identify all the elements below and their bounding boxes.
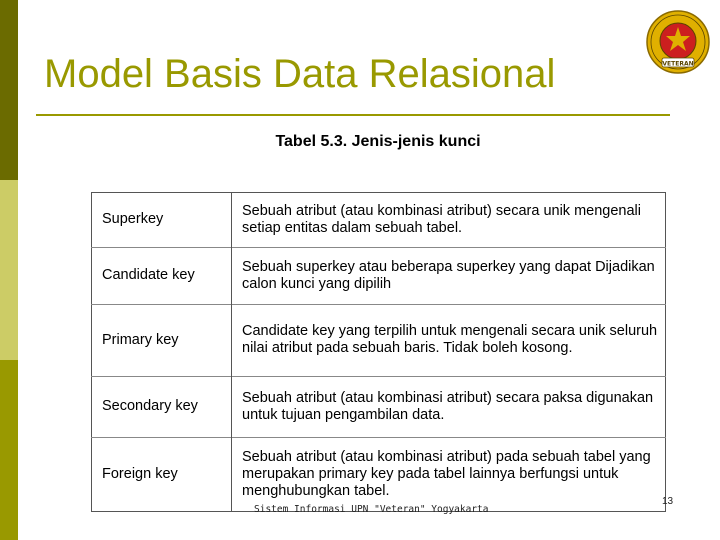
sidebar-decoration [0,0,18,540]
key-term: Candidate key [92,248,232,305]
slide-title: Model Basis Data Relasional [44,52,556,96]
sidebar-band-top [0,0,18,180]
table-row [92,438,666,512]
table-row [92,377,666,438]
key-term: Foreign key [92,438,232,512]
table-caption: Tabel 5.3. Jenis-jenis kunci [275,133,481,150]
sidebar-band-middle [0,180,18,360]
key-description: Sebuah atribut (atau kombinasi atribut) secara unik mengenali setiap entitas dalam sebuah tabel. [232,193,666,248]
key-term: Primary key [92,305,232,377]
sidebar-band-bottom [0,360,18,540]
slide-footer: Sistem Informasi UPN "Veteran" Yogyakarta [254,504,489,515]
key-types-table [91,192,666,512]
key-term: Superkey [102,211,164,227]
logo-text: VETERAN [662,60,694,68]
table-row [92,248,666,305]
table-row [92,305,666,377]
key-description: Sebuah atribut (atau kombinasi atribut) secara paksa digunakan untuk tujuan pengambilan data. [232,377,666,438]
key-description: Sebuah superkey atau beberapa superkey yang dapat Dijadikan calon kunci yang dipilih [232,248,666,305]
key-term: Secondary key [92,377,232,438]
key-description: Candidate key yang terpilih untuk mengenali secara unik seluruh nilai atribut pada sebuah baris. Tidak boleh kosong. [232,305,666,377]
title-underline [36,114,670,116]
page-number: 13 [662,496,674,507]
university-logo-icon [640,8,716,76]
table-row [92,193,666,248]
key-description: Sebuah atribut (atau kombinasi atribut) pada sebuah tabel yang merupakan primary key pada tabel lainnya berfungsi untuk menghubungkan tabel. [232,438,666,512]
